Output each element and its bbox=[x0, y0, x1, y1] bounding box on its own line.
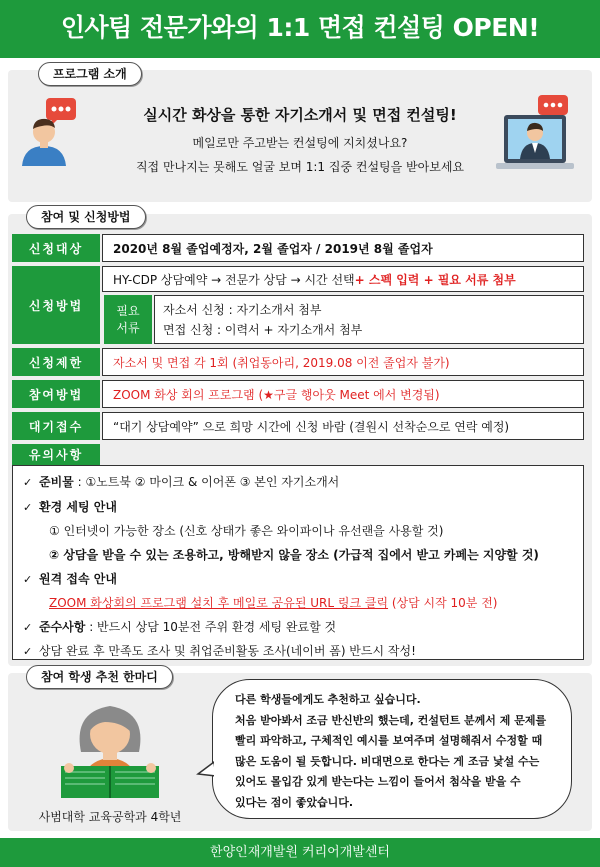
apply-flow-extra: + 스펙 입력 + 필요 서류 첨부 bbox=[354, 272, 516, 287]
target-value: 2020년 8월 졸업예정자, 2월 졸업자 / 2019년 8월 졸업자 bbox=[102, 234, 584, 262]
participate-label: 참여방법 bbox=[12, 380, 100, 408]
note-2a: ① 인터넷이 가능한 장소 (신호 상태가 좋은 와이파이나 유선랜을 사용할 것) bbox=[49, 524, 444, 538]
intro-title: 실시간 화상을 통한 자기소개서 및 면접 컨설팅! bbox=[143, 106, 457, 124]
note-1: ✓ 준비물 : ①노트북 ② 마이크 & 이어폰 ③ 본인 자기소개서 bbox=[23, 475, 340, 489]
check-icon: ✓ bbox=[23, 573, 33, 586]
apply-flow-text: HY-CDP 상담예약 → 전문가 상담 → 시간 선택 bbox=[113, 272, 355, 287]
apply-flow bbox=[102, 266, 584, 292]
note-3-link: ZOOM 화상회의 프로그램 설치 후 메일로 공유된 URL 링크 클릭 (상담 시작 10분 전) bbox=[49, 596, 498, 610]
docs-label-2: 서류 bbox=[116, 320, 140, 335]
testimonial-line: 많은 도움이 될 듯합니다. 비대면으로 한다는 게 조금 낯설 수는 bbox=[235, 754, 540, 768]
testimonial-line: 처음 받아봐서 조금 반신반의 했는데, 컨설턴트 분께서 제 문제를 bbox=[235, 713, 547, 727]
testimonial-line: 빨리 파악하고, 구체적인 예시를 보여주며 설명해줘서 수정할 때 bbox=[235, 734, 543, 747]
note-2: ✓ 환경 세팅 안내 bbox=[23, 500, 117, 514]
intro-line-1: 메일로만 주고받는 컨설팅에 지치셨나요? bbox=[192, 136, 408, 150]
limit-value: 자소서 및 면접 각 1회 (취업동아리, 2019.08 이전 졸업자 불가) bbox=[102, 348, 584, 376]
check-icon: ✓ bbox=[23, 621, 33, 634]
notice-label: 유의사항 bbox=[12, 444, 100, 465]
page-title: 인사팀 전문가와의 1:1 면접 컨설팅 OPEN! bbox=[0, 0, 600, 58]
notice-box bbox=[12, 465, 584, 660]
method-tag: 참여 및 신청방법 bbox=[26, 205, 146, 229]
waitlist-value: “대기 상담예약” 으로 희망 시간에 신청 바람 (결원시 선착순으로 연락 예정) bbox=[102, 412, 584, 440]
note-5: ✓ 상담 완료 후 만족도 조사 및 취업준비활동 조사(네이버 폼) 반드시 작성! bbox=[23, 644, 416, 658]
note-3: ✓ 원격 접속 안내 bbox=[23, 572, 117, 586]
intro-tag: 프로그램 소개 bbox=[38, 62, 142, 86]
testimonial-line: 있어도 몰입감 있게 받는다는 느낌이 들어서 첨삭을 받을 수 bbox=[235, 775, 521, 788]
limit-label: 신청제한 bbox=[12, 348, 100, 376]
bubble-tail bbox=[196, 760, 220, 782]
doc-1: 자소서 신청 : 자기소개서 첨부 bbox=[163, 303, 322, 317]
check-icon: ✓ bbox=[23, 645, 33, 658]
intro-line-2: 직접 만나지는 못해도 얼굴 보며 1:1 집중 컨설팅을 받아보세요 bbox=[135, 160, 465, 174]
apply-label: 신청방법 bbox=[12, 266, 100, 344]
waitlist-label: 대기접수 bbox=[12, 412, 100, 440]
student-caption: 사범대학 교육공학과 4학년 bbox=[38, 810, 182, 824]
student-icon bbox=[55, 692, 165, 800]
docs-list bbox=[154, 295, 584, 344]
participate-value: ZOOM 화상 회의 프로그램 (★구글 행아웃 Meet 에서 변경됨) bbox=[102, 380, 584, 408]
testimonial-line: 다른 학생들에게도 추천하고 싶습니다. bbox=[235, 693, 421, 706]
doc-2: 면접 신청 : 이력서 + 자기소개서 첨부 bbox=[163, 323, 363, 337]
check-icon: ✓ bbox=[23, 476, 33, 489]
docs-label-1: 필요 bbox=[116, 303, 140, 318]
check-icon: ✓ bbox=[23, 501, 33, 514]
note-2b: ② 상담을 받을 수 있는 조용하고, 방해받지 않을 장소 (가급적 집에서 받고 카페는 지양할 것) bbox=[49, 548, 539, 562]
note-4: ✓ 준수사항 : 반드시 상담 10분전 주위 환경 세팅 완료할 것 bbox=[23, 620, 337, 634]
footer: 한양인재개발원 커리어개발센터 bbox=[0, 838, 600, 867]
testimonial-bubble bbox=[212, 679, 572, 819]
testimonial-line: 있다는 점이 좋았습니다. bbox=[235, 795, 354, 809]
consultant-icon bbox=[20, 96, 92, 168]
testimonial-tag: 참여 학생 추천 한마디 bbox=[26, 665, 173, 689]
zoom-link[interactable]: ZOOM 화상회의 프로그램 설치 후 메일로 공유된 URL 링크 클릭 bbox=[49, 596, 389, 610]
docs-label bbox=[104, 295, 152, 344]
target-label: 신청대상 bbox=[12, 234, 100, 262]
